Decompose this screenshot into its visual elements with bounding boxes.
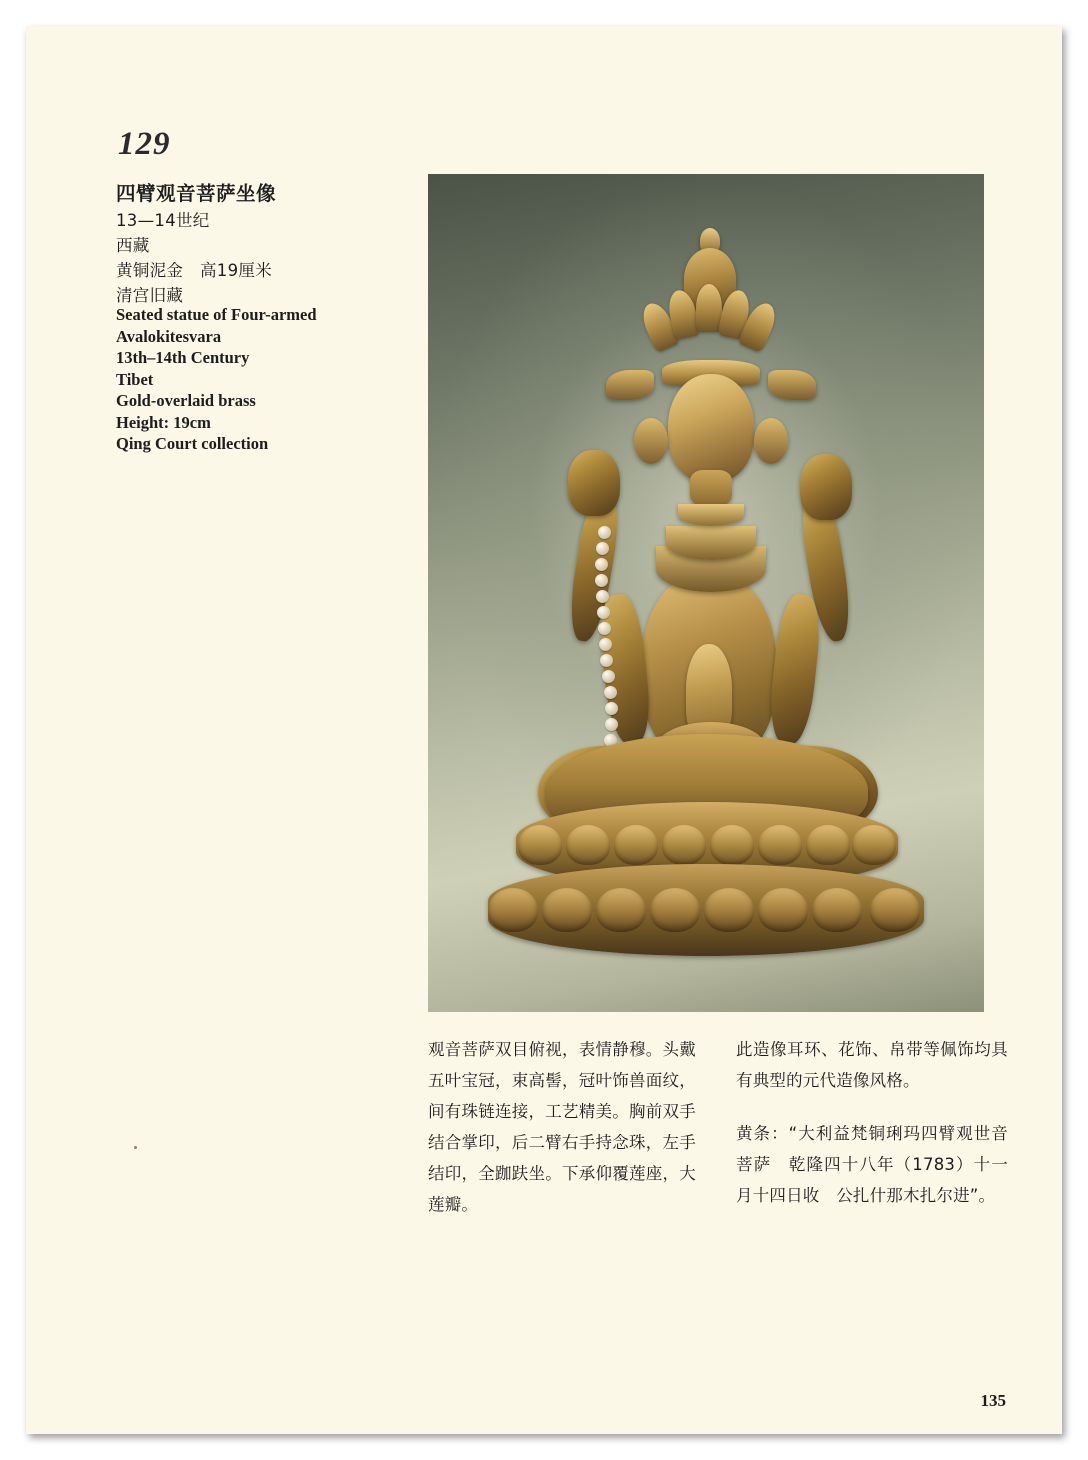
catalogue-number: 129 bbox=[118, 126, 171, 162]
caption-title-en-line2: Avalokitesvara bbox=[116, 326, 222, 346]
chinese-caption-block bbox=[116, 181, 406, 308]
crown-leaf-center bbox=[696, 284, 722, 332]
raised-hand-left bbox=[568, 450, 620, 516]
forearm-right bbox=[766, 592, 823, 746]
caption-title-cn: 四臂观音菩萨坐像 bbox=[116, 182, 277, 205]
page-content bbox=[26, 26, 1062, 1434]
body-column-right bbox=[736, 1034, 1008, 1211]
lotus-petals-lower bbox=[488, 880, 924, 940]
plate-photograph bbox=[428, 174, 984, 1012]
raised-hand-right bbox=[800, 454, 852, 520]
caption-provenance-en: Qing Court collection bbox=[116, 434, 269, 453]
caption-provenance-cn: 清宫旧藏 bbox=[116, 286, 184, 305]
page-number: 135 bbox=[980, 1391, 1006, 1410]
caption-region-cn: 西藏 bbox=[116, 236, 150, 255]
earring-right bbox=[754, 418, 788, 464]
paper-speck bbox=[134, 1146, 137, 1149]
page-sheet bbox=[26, 26, 1062, 1434]
neck bbox=[690, 470, 732, 506]
paragraph: 黄条：“大利益梵铜琍玛四臂观世音菩萨 乾隆四十八年（1783）十一月十四日收 公扎什那木扎尔进”。 bbox=[736, 1124, 1008, 1205]
caption-height-en: Height: 19cm bbox=[116, 412, 211, 432]
paragraph: 此造像耳环、花饰、帛带等佩饰均具有典型的元代造像风格。 bbox=[736, 1040, 1008, 1090]
hair-ornament-right bbox=[768, 370, 816, 400]
body-column-left bbox=[428, 1034, 696, 1220]
caption-title-en-line1: Seated statue of Four-armed bbox=[116, 305, 317, 324]
hair-ornament-left bbox=[606, 370, 654, 400]
caption-region-en: Tibet bbox=[116, 369, 154, 389]
english-caption-block bbox=[116, 304, 416, 455]
head bbox=[668, 374, 754, 482]
earring-left bbox=[634, 418, 668, 464]
necklace-middle bbox=[666, 526, 756, 560]
caption-period-en: 13th–14th Century bbox=[116, 348, 250, 367]
necklace-inner bbox=[678, 504, 744, 526]
paragraph: 观音菩萨双目俯视，表情静穆。头戴五叶宝冠，束高髻，冠叶饰兽面纹，间有珠链连接，工艺精美。胸前双手结合掌印，后二臂右手持念珠，左手结印，全跏趺坐。下承仰覆莲座，大莲瓣。 bbox=[428, 1040, 696, 1214]
caption-period-cn: 13—14世纪 bbox=[116, 211, 210, 230]
caption-material-cn: 黄铜泥金 高19厘米 bbox=[116, 261, 272, 280]
caption-material-en: Gold-overlaid brass bbox=[116, 391, 256, 410]
statue-figure bbox=[428, 174, 984, 1012]
